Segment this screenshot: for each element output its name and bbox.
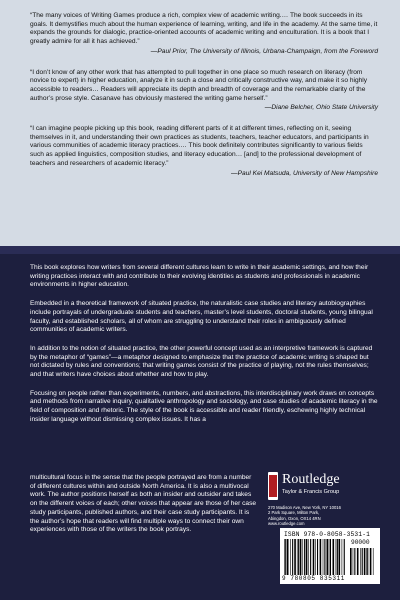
address-line: 270 Madison Ave, New York, NY 10016 xyxy=(268,505,341,510)
barcode-digits: 9 780805 835311 xyxy=(282,575,346,582)
quote-text: “The many voices of Writing Games produce a rich, complex view of academic writing.… The book succeeds in its goals. It demystifies much about the human experience of learning, writing, and life in the academy. At the same time, it expands the grounds for dialogic, practice-oriented accounts of academic writing and enculturation. It is a book that I greatly admire for all it has achieved.” xyxy=(30,12,378,46)
address-line: 2 Park Square, Milton Park, xyxy=(268,510,320,516)
quote-text: “I don’t know of any other work that has attempted to pull together in one place so much research on literacy (from novice to expert) in higher education, analyze it in such a close and critically constructive way, and make it so highly accessible to readers… Readers will appreciate its depth and breadth of coverage and the remarkable clarity of the author’s prose style. Casanave has obviously mastered the writing game herself.” xyxy=(30,68,368,102)
address-line: www.routledge.com xyxy=(268,521,305,527)
routledge-logo-icon xyxy=(268,472,278,500)
publisher-group: Taylor & Francis Group xyxy=(282,489,340,495)
description-paragraph: Focusing on people rather than experiments, numbers, and abstractions, this interdisciplinary work draws on concepts and methods from narrative inquiry, qualitative anthropology and sociology, and case studies of academic literacy in the field of composition and rhetoric. The style of the book is accessible and reader friendly, eschewing highly technical insider language without dismissing complex issues. It has a xyxy=(30,389,378,423)
description-paragraph-continued: multicultural focus in the sense that the people portrayed are from a number of different cultures within and outside North America. It is also a multivocal work. The author positions herself as both an insider and outsider and takes on the different voices of each; other voices that appear are those of her case study participants, published authors, and their case study participants. It is the author’s hope that readers will find multiple ways to connect their own experiences with those of the writers the book portrays. xyxy=(30,474,257,534)
barcode xyxy=(280,528,380,584)
endorsement-quote xyxy=(30,125,378,178)
quote-attribution: —Paul Prior, The University of Illinois, Urbana-Champaign, from the Foreword xyxy=(150,47,378,55)
quote-attribution: —Paul Kei Matsuda, University of New Hampshire xyxy=(231,169,378,177)
endorsement-quote xyxy=(30,69,378,114)
publisher-address xyxy=(268,505,388,527)
quote-attribution: —Diane Belcher, Ohio State University xyxy=(264,104,378,112)
description-paragraph: Embedded in a theoretical framework of situated practice, the naturalistic case studies and literacy autobiographies include portrayals of undergraduate students and teachers, master’s level students, doctoral students, young bilingual faculty, and established scholars, all of whom are struggling to understand their roles in ambiguously defined communities of academic writers. xyxy=(30,300,373,334)
quote-text: “I can imagine people picking up this book, reading different parts of it at different times, reflecting on it, seeing themselves in it, and understanding their own practices as students, teachers, teacher educators, and participants in various communities of academic literacy practices.… This book definitely contributes significantly to various fields such as applied linguistics, composition studies, and literacy education… [and] to the professional development of teachers and researchers of academic literacy.” xyxy=(30,125,369,167)
endorsements-panel xyxy=(0,0,400,246)
endorsement-quote xyxy=(30,12,378,57)
address-line: Abingdon, Oxon, OX14 4RN xyxy=(268,515,321,521)
book-description xyxy=(30,264,378,435)
barcode-icon xyxy=(284,539,346,575)
isbn-label: ISBN 978-0-8058-3531-1 xyxy=(284,531,371,538)
addon-barcode-icon xyxy=(350,548,376,575)
divider xyxy=(0,246,400,254)
description-paragraph: This book explores how writers from several different cultures learn to write in their academic settings, and how their writing practices interact with and contribute to their evolving identities as students and professionals in academic environments in higher education. xyxy=(30,264,369,289)
barcode-addon: 90000 xyxy=(351,539,370,546)
description-paragraph: In addition to the notion of situated practice, the other powerful concept used as an interpretive framework is captured by the metaphor of “games”—a metaphor designed to emphasize that the practice of academic writing is shaped but not dictated by rules and conventions; that writing games consist of the practice of playing, not the rules themselves; and that writers have choices about whether and how to play. xyxy=(30,344,373,379)
publisher-name: Routledge xyxy=(282,472,340,487)
